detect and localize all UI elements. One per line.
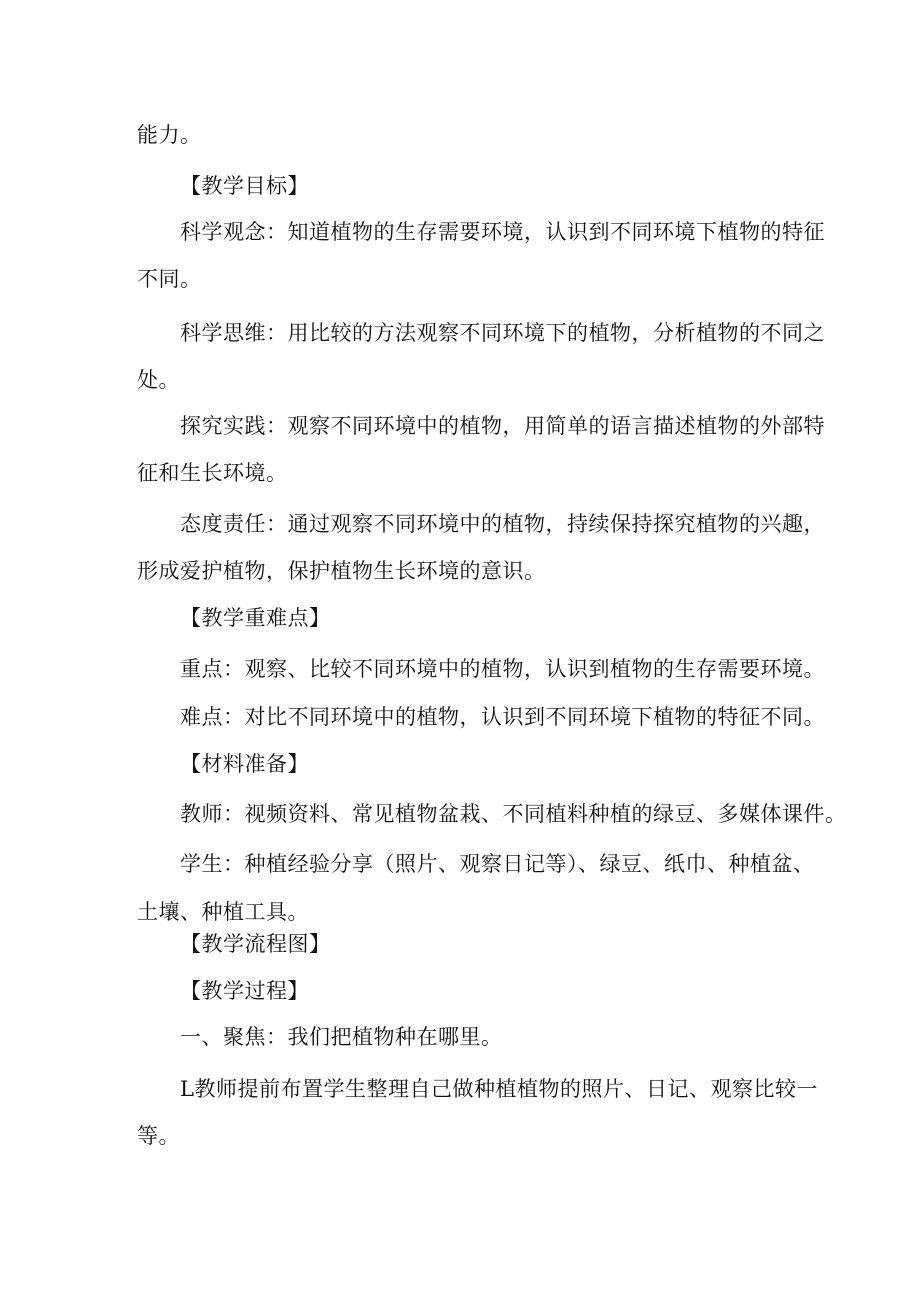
text-line: 探究实践：观察不同环境中的植物，用简单的语言描述植物的外部特	[180, 414, 825, 438]
text-line: 不同。	[137, 267, 202, 291]
section-heading-key-points: 【教学重难点】	[180, 606, 331, 630]
section-heading-process: 【教学过程】	[180, 979, 309, 1003]
text-line: 科学观念：知道植物的生存需要环境，认识到不同环境下植物的特征	[180, 220, 825, 244]
text-line: L教师提前布置学生整理自己做种植植物的照片、日记、观察比较一	[180, 1077, 818, 1101]
text-line: 征和生长环境。	[137, 461, 288, 485]
text-line: 难点：对比不同环境中的植物，认识到不同环境下植物的特征不同。	[180, 705, 825, 729]
text-line: 一、聚焦：我们把植物种在哪里。	[180, 1025, 503, 1049]
text-line: 能力。	[137, 123, 202, 147]
text-line: 形成爱护植物，保护植物生长环境的意识。	[137, 559, 546, 583]
section-heading-flowchart: 【教学流程图】	[180, 932, 331, 956]
text-line: 重点：观察、比较不同环境中的植物，认识到植物的生存需要环境。	[180, 657, 825, 681]
text-line: 土壤、种植工具。	[137, 900, 309, 924]
text-line: 等。	[137, 1124, 180, 1148]
section-heading-objectives: 【教学目标】	[180, 174, 309, 198]
text-line: 教师：视频资料、常见植物盆栽、不同植料种植的绿豆、多媒体课件。	[180, 802, 847, 826]
text-line: 科学思维：用比较的方法观察不同环境下的植物，分析植物的不同之	[180, 321, 825, 345]
section-heading-materials: 【材料准备】	[180, 752, 309, 776]
text-line: 态度责任：通过观察不同环境中的植物，持续保持探究植物的兴趣，	[180, 512, 825, 536]
text-line: 处。	[137, 368, 180, 392]
text-line: 学生：种植经验分享（照片、观察日记等）、绿豆、纸巾、种植盆、	[180, 852, 815, 876]
